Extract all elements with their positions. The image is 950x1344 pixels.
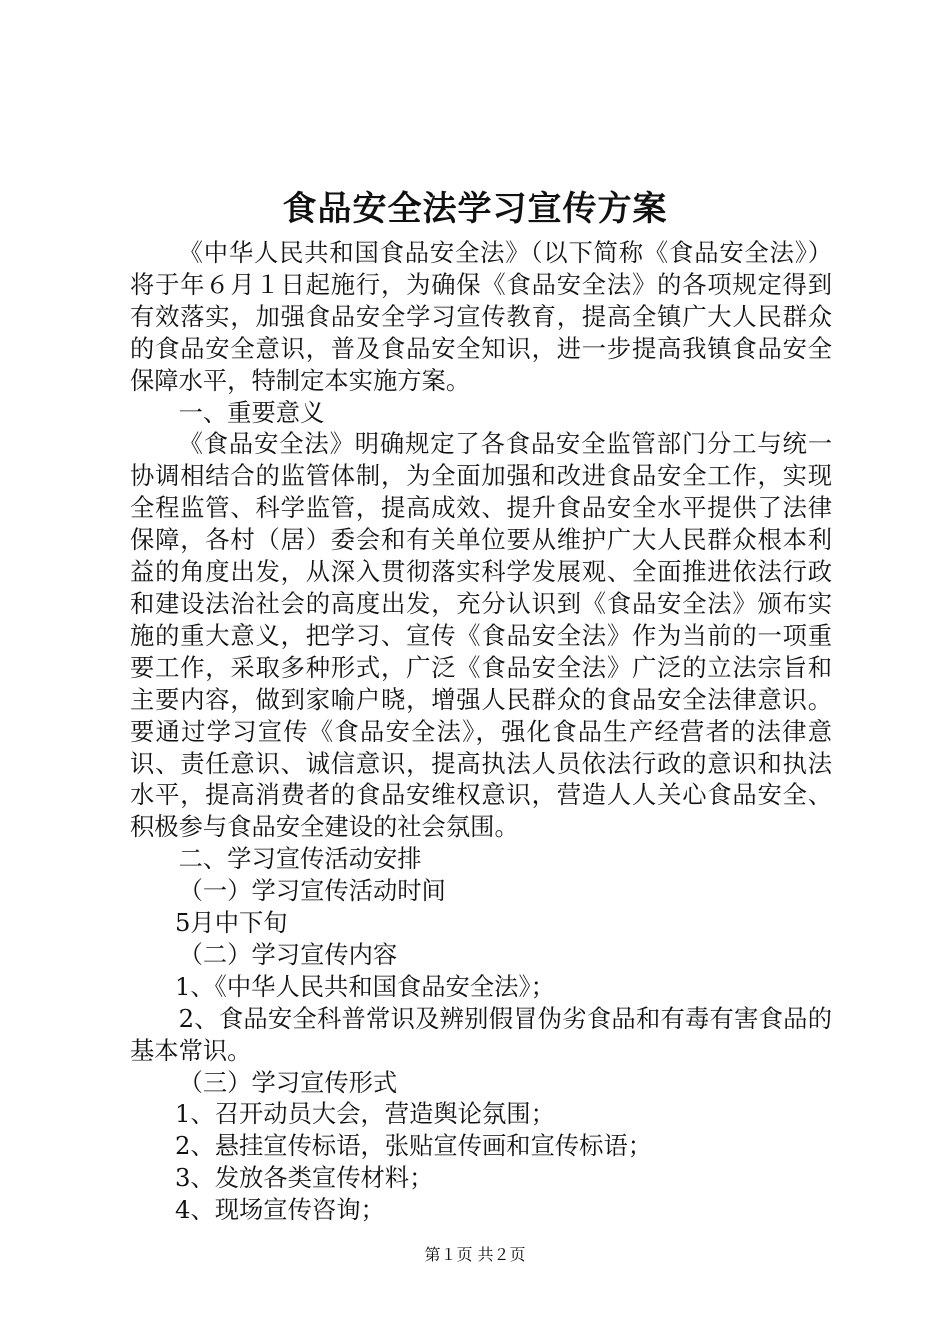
significance-paragraph: 《食品安全法》明确规定了各食品安全监管部门分工与统一协调相结合的监管体制，为全面加强和改进食品安全工作，实现全程监管、科学监管，提高成效、提升食品安全水平提供了法律保障，各村（居）委会和有关单位要从维护广大人民群众根本利益的角度出发，从深入贯彻落实科学发展观、全面推进依法行政和建设法治社会的高度出发，充分认识到《食品安全法》颁布实施的重大意义，把学习、宣传《食品安全法》作为当前的一项重要工作，采取多种形式，广泛《食品安全法》广泛的立法宗旨和主要内容，做到家喻户晓，增强人民群众的食品安全法律意识。要通过学习宣传《食品安全法》，强化食品生产经营者的法律意识、责任意识、诚信意识，提高执法人员依法行政的意识和执法水平，提高消费者的食品安维权意识，营造人人关心食品安全、积极参与食品安全建设的社会氛围。 (130, 429, 832, 842)
document-title: 食品安全法学习宣传方案 (282, 189, 668, 229)
list-item: 2、食品安全科普常识及辨别假冒伪劣食品和有毒有害食品的基本常识。 (130, 1003, 832, 1065)
section-heading-arrangement: 二、学习宣传活动安排 (178, 844, 422, 874)
list-item: 2、悬挂宣传标语，张贴宣传画和宣传标语； (174, 1131, 653, 1161)
section-heading-significance: 一、重要意义 (178, 397, 325, 427)
list-item: 1、召开动员大会，营造舆论氛围； (174, 1099, 555, 1129)
time-value: 5月中下旬 (174, 908, 288, 938)
page-footer: 第１页 共２页 (424, 1245, 526, 1264)
subsection-heading-time: （一）学习宣传活动时间 (178, 876, 446, 906)
list-item: 1、《中华人民共和国食品安全法》； (174, 971, 555, 1001)
intro-paragraph: 《中华人民共和国食品安全法》（以下简称《食品安全法》）将于年６月１日起施行，为确保《食品安全法》的各项规定得到有效落实，加强食品安全学习宣传教育，提高全镇广大人民群众的食品安全意识，普及食品安全知识，进一步提高我镇食品安全保障水平，特制定本实施方案。 (130, 238, 832, 395)
list-item: 4、现场宣传咨询； (174, 1195, 385, 1225)
subsection-heading-content: （二）学习宣传内容 (178, 939, 398, 969)
list-item: 3、发放各类宣传材料； (174, 1163, 434, 1193)
subsection-heading-form: （三）学习宣传形式 (178, 1067, 398, 1097)
document-body (130, 237, 832, 1226)
